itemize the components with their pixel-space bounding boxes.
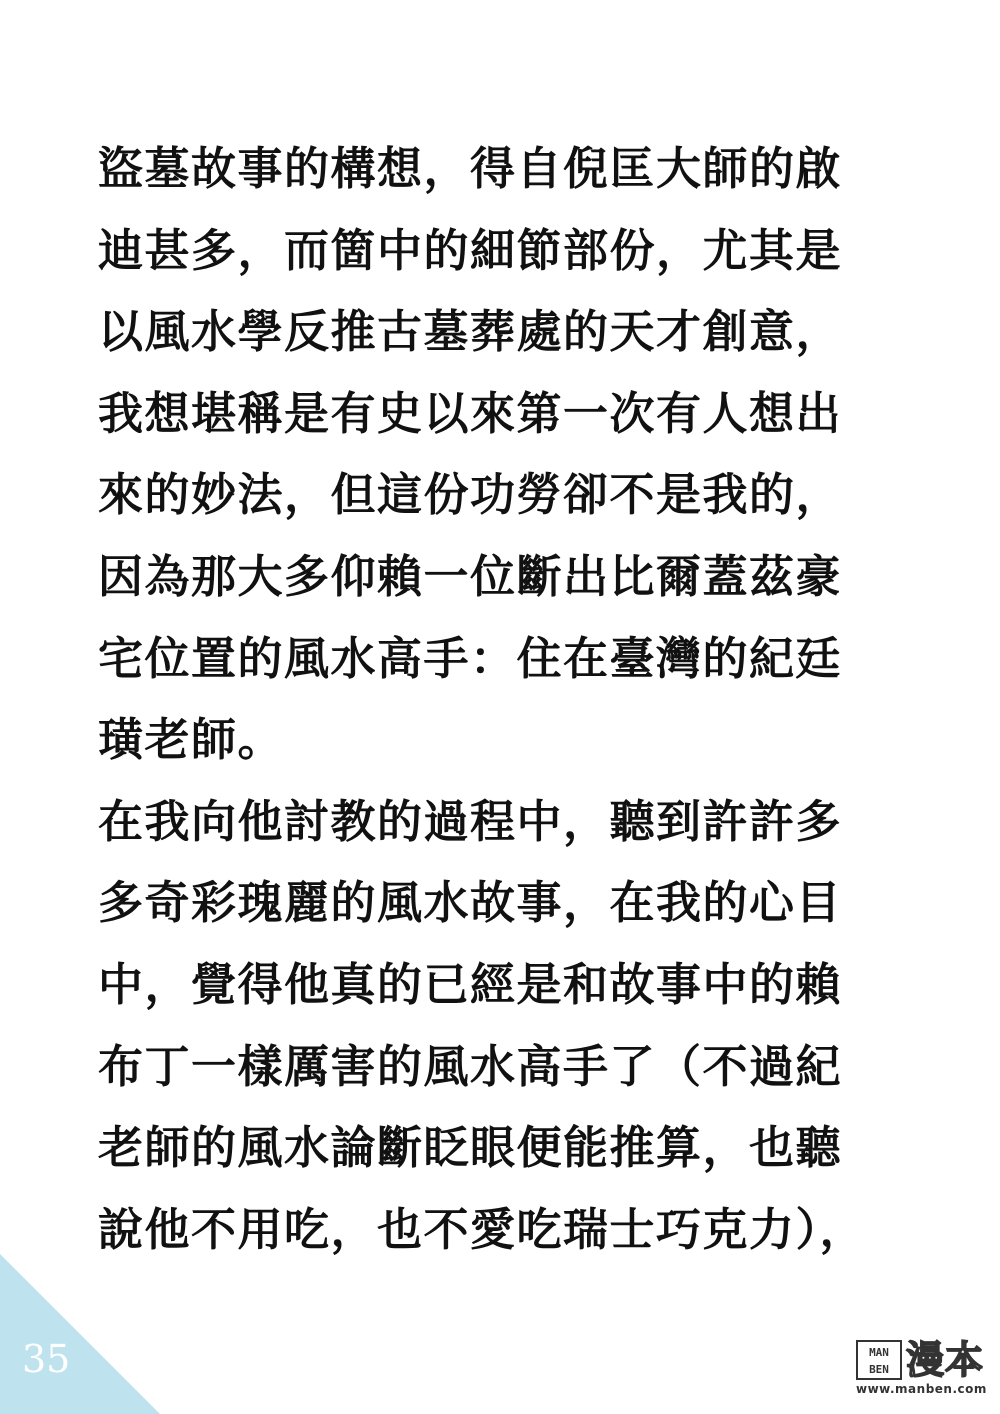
text-line: 在我向他討教的過程中，聽到許許多: [98, 794, 843, 848]
text-line: 中，覺得他真的已經是和故事中的賴: [98, 957, 843, 1011]
text-line: 我想堪稱是有史以來第一次有人想出: [98, 386, 843, 440]
text-line: 盜墓故事的構想，得自倪匡大師的啟: [98, 142, 843, 195]
watermark-logo: [856, 1340, 992, 1398]
text-line: 布丁一樣厲害的風水高手了（不過紀: [98, 1039, 843, 1093]
watermark-logo-top: MAN: [869, 1346, 889, 1359]
watermark-logo-bottom: BEN: [869, 1363, 889, 1376]
body-text: [98, 128, 978, 1270]
text-line: 宅位置的風水高手：住在臺灣的紀廷: [98, 631, 843, 685]
watermark-url: www.manben.com: [856, 1382, 987, 1396]
text-line: 璜老師。: [98, 713, 285, 767]
page-number: 35: [22, 1337, 71, 1381]
text-line: 說他不用吃，也不愛吃瑞士巧克力），: [98, 1202, 867, 1256]
text-line: 迪甚多，而箇中的細節部份，尤其是: [98, 223, 843, 277]
text-line: 以風水學反推古墓葬處的天才創意，: [98, 305, 843, 359]
watermark-name: 漫本: [906, 1338, 985, 1382]
text-line: 因為那大多仰賴一位斷出比爾蓋茲豪: [98, 549, 843, 603]
corner-triangle-decoration: [0, 1254, 160, 1414]
text-line: 多奇彩瑰麗的風水故事，在我的心目: [98, 876, 843, 930]
text-line: 老師的風水論斷眨眼便能推算，也聽: [98, 1121, 843, 1175]
watermark-logo-box: [856, 1340, 902, 1380]
text-line: 來的妙法，但這份功勞卻不是我的，: [98, 468, 843, 522]
